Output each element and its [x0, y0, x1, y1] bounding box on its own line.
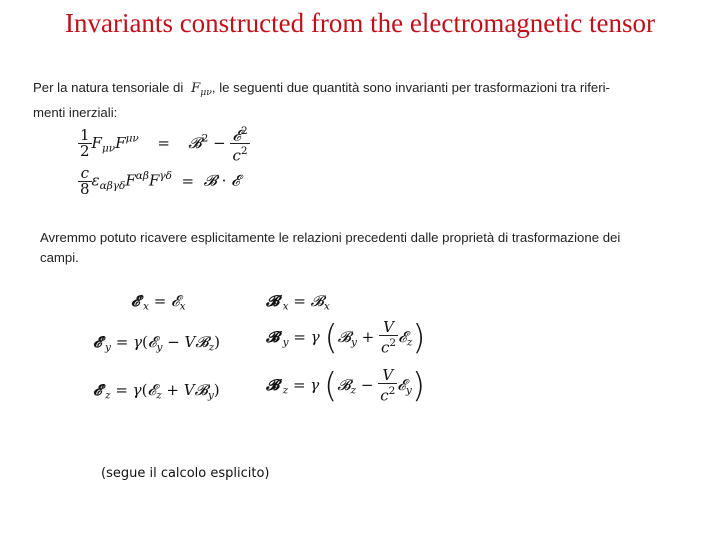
- tensor-symbol: $F_{\mu\nu}$: [186, 81, 212, 99]
- intro-text-after: , le seguenti due quantità sono invarianti per trasformazioni tra riferi-: [211, 80, 610, 95]
- intro-paragraph: [33, 78, 693, 123]
- transform-ex: $𝓔'_x$ = 𝓔$_x$: [131, 292, 186, 313]
- transform-ez: $𝓔'_z$ = γ(𝓔$_z$ + V𝓑$_y$): [93, 381, 220, 402]
- invariant-equation-2: $\frac{c}{8}$ $\varepsilon_{\alpha\beta\gamma\delta}F^{\alpha\beta}F^{\gamma\delta}$ = 𝓑 · 𝓔: [80, 164, 240, 198]
- intro-text-line2: menti inerziali:: [33, 105, 118, 121]
- footnote: (segue il calcolo esplicito): [101, 466, 270, 481]
- intro-text-before: Per la natura tensoriale di: [33, 80, 184, 95]
- transform-ey: $𝓔'_y$ = γ(𝓔$_y$ − V𝓑$_z$): [93, 333, 221, 354]
- transform-bz: $𝓑'_z = \gamma$ (𝓑$_z$ − $\frac{V}{c^2}$ 𝓔$_y$): [266, 366, 426, 406]
- second-paragraph-line1: Avremmo potuto ricavere esplicitamente le relazioni precedenti dalle proprietà di trasformazione dei: [40, 230, 621, 245]
- invariant-equation-1: $\frac{1}{2}$ $F_{\mu\nu}F^{\mu\nu}$ = 𝓑$^2$ − $\frac{𝓔^2}{c^2}$: [80, 125, 248, 165]
- slide-title: Invariants constructed from the electromagnetic tensor: [64, 8, 656, 38]
- transform-by: $𝓑'_y = \gamma$ (𝓑$_y$ + $\frac{V}{c^2}$ 𝓔$_z$): [266, 318, 426, 358]
- second-paragraph: [40, 228, 700, 268]
- second-paragraph-line2: campi.: [40, 250, 79, 265]
- transform-bx: $𝓑'_x$ = 𝓑$_x$: [266, 292, 330, 313]
